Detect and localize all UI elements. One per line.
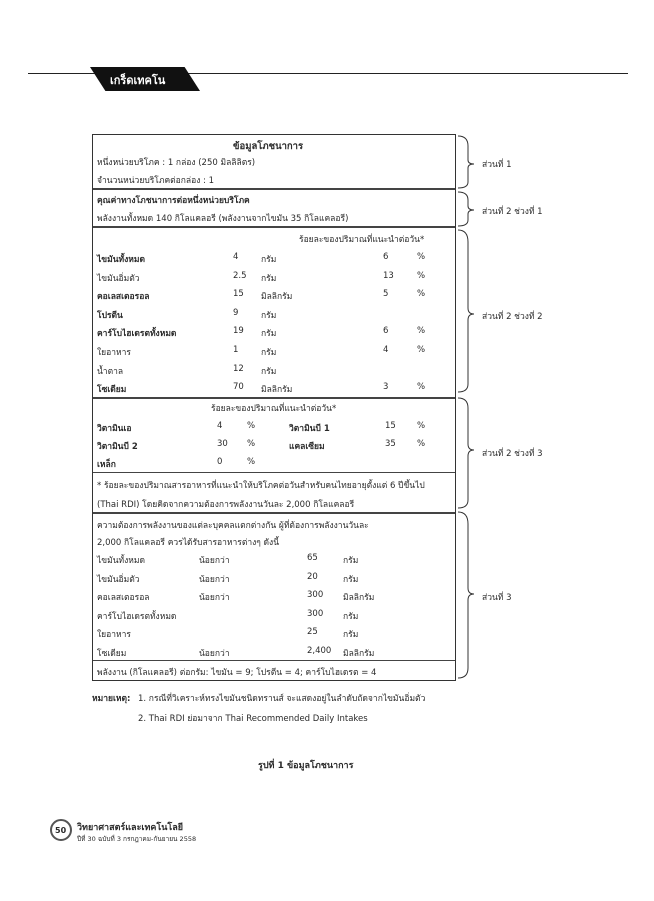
vit-header: ร้อยละของปริมาณที่แนะนำต่อวัน* xyxy=(211,404,337,414)
nutrient-amount: 19 xyxy=(233,326,244,337)
nutrient-name: คาร์โบไฮเดรตทั้งหมด xyxy=(97,329,177,340)
section-part2-1: ส่วนที่ 2 ช่วงที่ 1 xyxy=(482,207,543,217)
brace-part2-3 xyxy=(458,398,474,508)
nutrient-name: ใยอาหาร xyxy=(97,348,131,358)
page-number: 50 xyxy=(55,826,67,835)
note-1: 1. กรณีที่วิเคราะห์ทรงไขมันชนิดทรานส์ จะแสดงอยู่ในลำดับถัดจากไขมันอิ่มตัว xyxy=(138,694,426,704)
advice-unit: มิลลิกรัม xyxy=(343,648,375,659)
nutrient-pct: 4 xyxy=(383,345,389,355)
section-part2-3: ส่วนที่ 2 ช่วงที่ 3 xyxy=(482,449,543,459)
nutrient-amount: 4 xyxy=(233,252,239,262)
advice-name: คาร์โบไฮเดรตทั้งหมด xyxy=(97,611,177,622)
energy-line: พลังงานทั้งหมด 140 กิโลแคลอรี (พลังงานจากไขมัน 35 กิโลแคลอรี) xyxy=(97,214,349,224)
advice-qualifier: น้อยกว่า xyxy=(199,574,230,585)
brace-part2-1 xyxy=(458,192,474,226)
vitamin-pct-sign: % xyxy=(417,439,426,449)
footnote-line2: (Thai RDI) โดยคิดจากความต้องการพลังงานวันละ 2,000 กิโลแคลอรี xyxy=(97,500,355,510)
brace-part2-2 xyxy=(458,230,474,392)
vitamin-name: แคลเซียม xyxy=(289,442,325,452)
advice-amount: 300 xyxy=(307,590,324,600)
vitamin-pct-sign: % xyxy=(247,421,256,431)
nutrient-pct-sign: % xyxy=(417,289,426,300)
energy-per-gram: พลังงาน (กิโลแคลอรี) ต่อกรัม: ไขมัน = 9; โปรตีน = 4; คาร์โบไฮเดรต = 4 xyxy=(97,668,377,678)
advice-amount: 20 xyxy=(307,571,318,582)
brace-part1 xyxy=(458,136,474,188)
advice-qualifier: น้อยกว่า xyxy=(199,648,230,659)
note-2: 2. Thai RDI ย่อมาจาก Thai Recommended Daily Intakes xyxy=(138,714,368,724)
advice-unit: กรัม xyxy=(343,556,359,566)
nutrient-unit: มิลลิกรัม xyxy=(261,292,293,303)
label-title: ข้อมูลโภชนาการ xyxy=(233,141,304,152)
section-part2-2: ส่วนที่ 2 ช่วงที่ 2 xyxy=(482,312,543,322)
nutrient-name: น้ำตาล xyxy=(97,366,124,377)
per-serving-title: คุณค่าทางโภชนาการต่อหนึ่งหน่วยบริโภค xyxy=(97,196,250,206)
advice-unit: กรัม xyxy=(343,630,359,640)
nutrient-pct: 3 xyxy=(383,382,389,393)
vitamin-pct-sign: % xyxy=(417,421,426,431)
vitamin-name: เหล็ก xyxy=(97,460,116,470)
nutrient-amount: 70 xyxy=(233,382,244,393)
vitamin-name: วิตามินเอ xyxy=(97,424,132,434)
nutrient-unit: กรัม xyxy=(261,273,277,284)
footnote-line1: * ร้อยละของปริมาณสารอาหารที่แนะนำให้บริโภคต่อวันสำหรับคนไทยอายุตั้งแต่ 6 ปีขึ้นไป xyxy=(97,481,425,491)
servings-per-container: จำนวนหน่วยบริโภคต่อกล่อง : 1 xyxy=(97,176,215,186)
nutrient-name: โปรตีน xyxy=(97,310,123,321)
nutrient-pct: 6 xyxy=(383,326,389,337)
nutrient-pct-sign: % xyxy=(417,270,426,281)
divider xyxy=(93,660,455,661)
nutrient-pct-sign: % xyxy=(417,345,426,355)
advice-amount: 300 xyxy=(307,608,324,619)
advice-line2: 2,000 กิโลแคลอรี ควรได้รับสารอาหารต่างๆ ดังนี้ xyxy=(97,538,280,548)
advice-line1: ความต้องการพลังงานของแต่ละบุคคลแตกต่างกัน ผู้ที่ต้องการพลังงานวันละ xyxy=(97,521,369,531)
nutrient-name: คอเลสเตอรอล xyxy=(97,292,150,303)
advice-amount: 2,400 xyxy=(307,645,332,656)
nutrient-pct-sign: % xyxy=(417,382,426,393)
divider xyxy=(93,188,455,190)
nutrient-name: ไขมันอิ่มตัว xyxy=(97,273,140,284)
advice-name: โซเดียม xyxy=(97,648,127,659)
advice-unit: กรัม xyxy=(343,611,359,622)
advice-name: ไขมันทั้งหมด xyxy=(97,556,145,566)
advice-name: ไขมันอิ่มตัว xyxy=(97,574,140,585)
vitamin-pct: 30 xyxy=(217,439,228,449)
vitamin-name: วิตามินบี 1 xyxy=(289,424,330,434)
divider xyxy=(93,226,455,228)
advice-name: ใยอาหาร xyxy=(97,630,131,640)
nutrient-unit: มิลลิกรัม xyxy=(261,385,293,396)
nutrient-amount: 2.5 xyxy=(233,270,247,281)
nutrient-pct: 13 xyxy=(383,270,394,281)
notes-label: หมายเหตุ: xyxy=(92,694,131,704)
nutrient-pct: 6 xyxy=(383,252,389,262)
advice-unit: มิลลิกรัม xyxy=(343,593,375,603)
vitamin-pct: 15 xyxy=(385,421,396,431)
journal-title: วิทยาศาสตร์และเทคโนโลยี xyxy=(77,823,184,833)
nutrient-amount: 9 xyxy=(233,307,239,318)
advice-amount: 25 xyxy=(307,627,318,637)
nutrient-amount: 12 xyxy=(233,363,244,374)
vitamin-pct: 0 xyxy=(217,457,223,467)
advice-qualifier: น้อยกว่า xyxy=(199,593,230,603)
journal-issue: ปีที่ 30 ฉบับที่ 3 กรกฎาคม-กันยายน 2558 xyxy=(77,835,197,843)
rdi-header: ร้อยละของปริมาณที่แนะนำต่อวัน* xyxy=(299,235,425,245)
advice-amount: 65 xyxy=(307,553,318,563)
nutrient-unit: กรัม xyxy=(261,255,277,265)
nutrient-amount: 1 xyxy=(233,345,239,355)
advice-unit: กรัม xyxy=(343,574,359,585)
nutrient-unit: กรัม xyxy=(261,366,277,377)
vitamin-pct-sign: % xyxy=(247,439,256,449)
divider xyxy=(93,472,455,473)
nutrient-amount: 15 xyxy=(233,289,244,300)
divider xyxy=(93,512,455,514)
vitamin-pct: 35 xyxy=(385,439,396,449)
vitamin-pct-sign: % xyxy=(247,457,256,467)
advice-name: คอเลสเตอรอล xyxy=(97,593,150,603)
nutrient-pct-sign: % xyxy=(417,252,426,262)
header-tab-label: เกร็ดเทคโน xyxy=(110,74,166,87)
nutrient-name: โซเดียม xyxy=(97,385,127,396)
brace-part3 xyxy=(458,512,474,678)
section-part1: ส่วนที่ 1 xyxy=(482,160,512,170)
nutrient-pct: 5 xyxy=(383,289,389,300)
nutrient-unit: กรัม xyxy=(261,310,277,321)
nutrient-name: ไขมันทั้งหมด xyxy=(97,255,145,265)
nutrition-label xyxy=(92,134,456,681)
divider xyxy=(93,397,455,399)
vitamin-pct: 4 xyxy=(217,421,223,431)
vitamin-name: วิตามินบี 2 xyxy=(97,442,138,452)
serving-size: หนึ่งหน่วยบริโภค : 1 กล่อง (250 มิลลิลิตร) xyxy=(97,158,256,168)
section-part3: ส่วนที่ 3 xyxy=(482,593,512,603)
nutrient-unit: กรัม xyxy=(261,348,277,358)
nutrient-pct-sign: % xyxy=(417,326,426,337)
nutrient-unit: กรัม xyxy=(261,329,277,340)
advice-qualifier: น้อยกว่า xyxy=(199,556,230,566)
figure-caption: รูปที่ 1 ข้อมูลโภชนาการ xyxy=(258,761,354,771)
